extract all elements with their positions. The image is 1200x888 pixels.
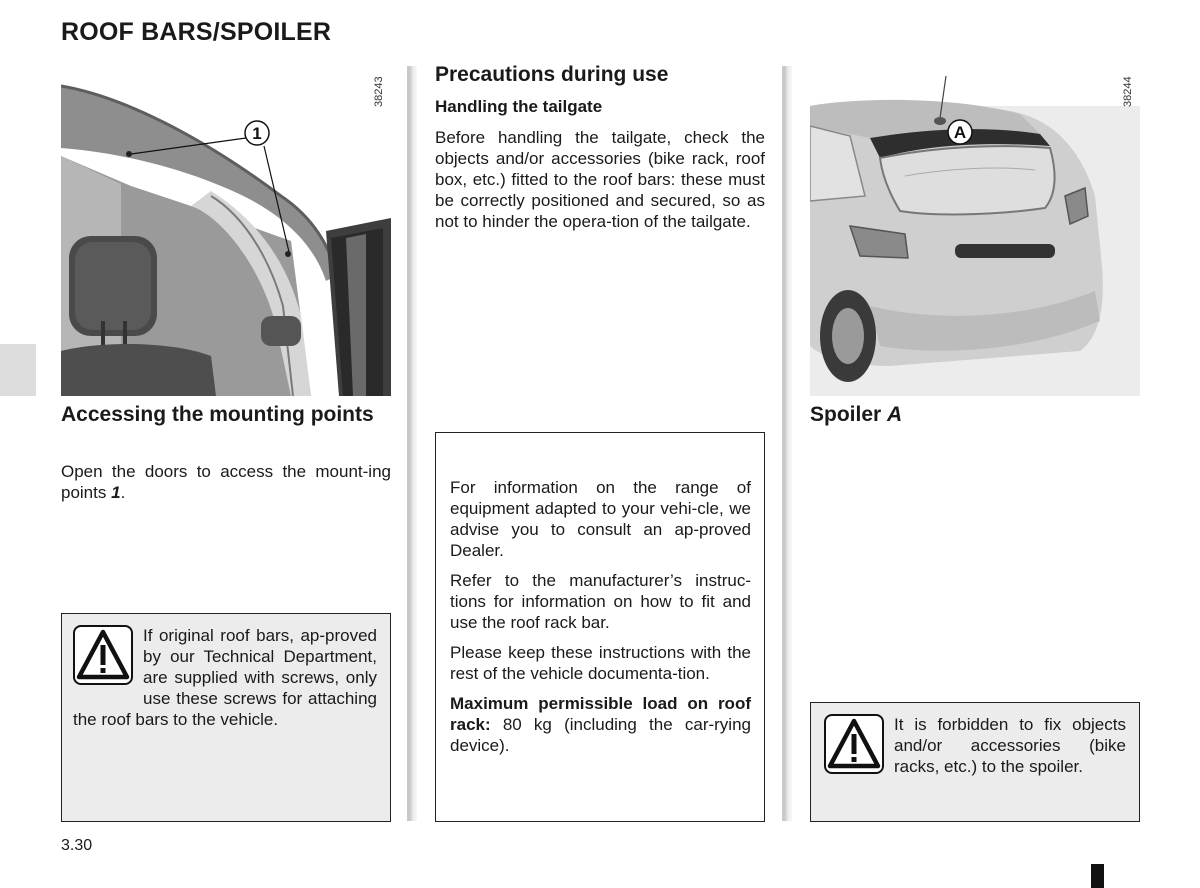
page-number: 3.30 xyxy=(61,837,93,854)
mounting-points-heading: Accessing the mounting points xyxy=(61,403,374,426)
warning-triangle-icon xyxy=(824,714,884,774)
spoiler-heading-text: Spoiler xyxy=(810,403,888,426)
roof-bars-warning-text: If original roof bars, ap-proved by our Technical Department, are supplied with screws, only use these screws for attaching the roof bars to the vehicle. xyxy=(73,626,377,729)
spoiler-heading-ref: A xyxy=(887,403,903,426)
spoiler-illustration xyxy=(810,66,1140,396)
precautions-heading: Precautions during use xyxy=(435,63,669,86)
callout-a-label: A xyxy=(953,123,967,142)
tailgate-subheading: Handling the tailgate xyxy=(435,97,603,116)
page-title: ROOF BARS/SPOILER xyxy=(61,18,332,46)
information-box xyxy=(435,432,765,822)
spoiler-heading xyxy=(810,402,1140,428)
column-divider xyxy=(407,66,417,821)
mounting-points-text xyxy=(61,461,391,503)
info-paragraph-1: For information on the range of equipment adapted to your vehi-cle, we advise you to consult an ap-proved Dealer. xyxy=(450,478,751,560)
mounting-point-ref: 1 xyxy=(111,483,121,502)
spoiler-warning-text: It is forbidden to fix objects and/or accessories (bike racks, etc.) to the spoiler. xyxy=(894,715,1126,776)
section-tab xyxy=(0,344,36,396)
tailgate-text: Before handling the tailgate, check the objects and/or accessories (bike rack, roof box, etc.) fitted to the roof bars: these must be correctly positioned and secured, so as not to hinder the opera-tion of the tailgate. xyxy=(435,128,765,231)
figure-reference: 38244 xyxy=(1122,76,1134,107)
info-paragraph-2: Refer to the manufacturer’s instruc-tions for information on how to fit and use the roof rack bar. xyxy=(450,571,751,632)
max-load-value: 80 kg (including the car-rying device). xyxy=(450,715,751,755)
max-load-paragraph xyxy=(450,693,751,756)
mounting-points-text-end: . xyxy=(120,483,126,502)
spoiler-warning-box xyxy=(810,702,1140,822)
info-paragraph-3: Please keep these instructions with the rest of the vehicle documenta-tion. xyxy=(450,643,751,683)
column-divider xyxy=(782,66,792,821)
figure-reference: 38243 xyxy=(373,76,385,107)
callout-1-label: 1 xyxy=(252,124,262,143)
mounting-points-text-main: Open the doors to access the mount-ing points xyxy=(61,462,391,502)
roof-bars-warning-box xyxy=(61,613,391,822)
warning-triangle-icon xyxy=(73,625,133,685)
page-edge-marker xyxy=(1091,864,1104,888)
mounting-points-illustration xyxy=(61,66,391,396)
max-load-label: Maximum permissible load on roof rack: xyxy=(450,694,751,734)
